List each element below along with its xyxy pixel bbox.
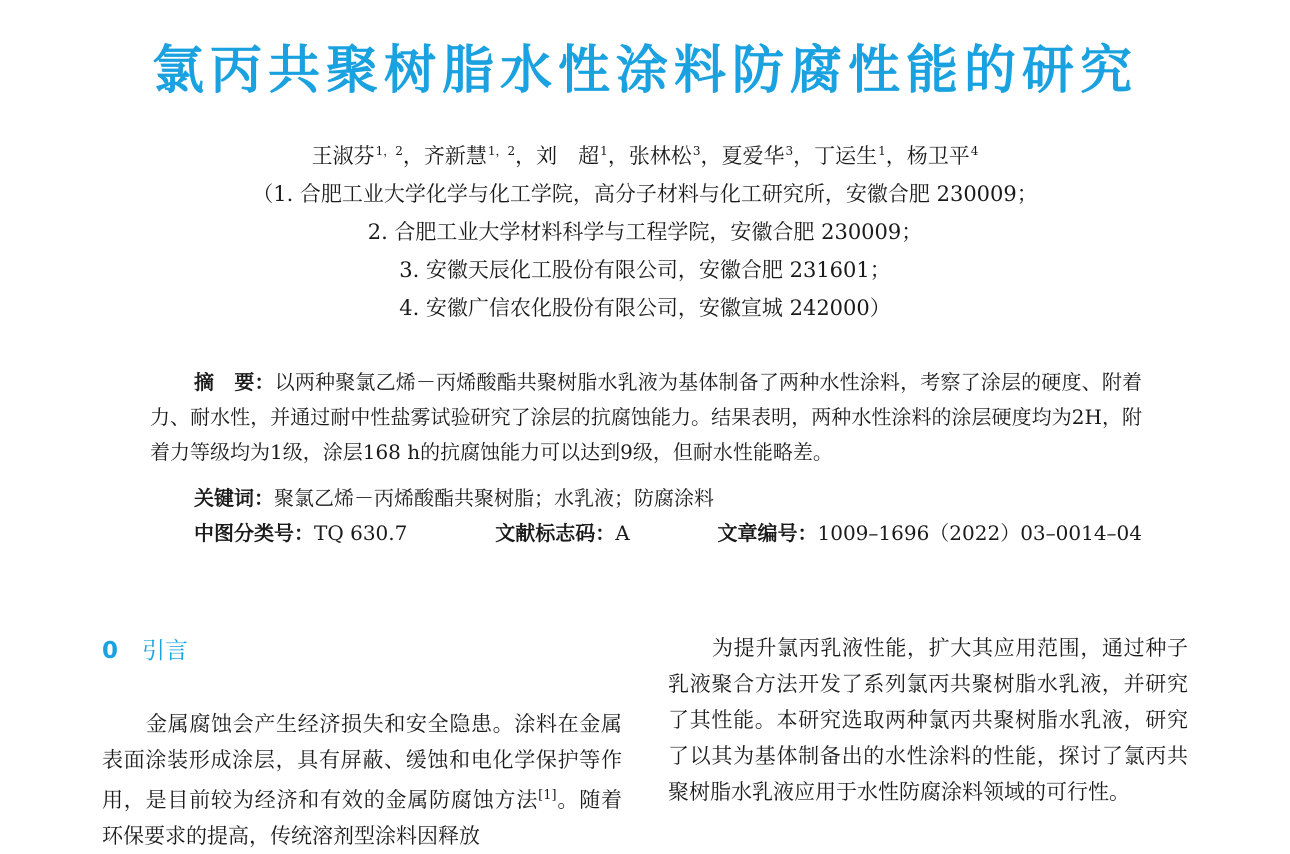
keywords-label: 关键词： xyxy=(194,486,274,510)
author: 丁运生$^1$ xyxy=(814,144,886,168)
author: 刘 超$^1$ xyxy=(536,144,608,168)
section-number: 0 xyxy=(102,638,119,664)
right-column-paragraph: 为提升氯丙乳液性能，扩大其应用范围，通过种子乳液聚合方法开发了系列氯丙共聚树脂水乳液，并研究了其性能。本研究选取两种氯丙共聚树脂水乳液，研究了以其为基体制备出的水性涂料的性能，探讨了氯丙共聚树脂水乳液应用于水性防腐涂料领域的可行性。 xyxy=(668,636,1188,804)
section-title: 引言 xyxy=(142,638,189,664)
left-column-paragraph: 金属腐蚀会产生经济损失和安全隐患。涂料在金属表面涂装形成涂层，具有屏蔽、缓蚀和电化学保护等作用，是目前较为经济和有效的金属防腐蚀方法[1]。随着环保要求的提高，传统溶剂型涂料因释放 xyxy=(102,712,623,848)
affiliation-line: 2. 合肥工业大学材料科学与工程学院，安徽合肥 230009； xyxy=(367,220,923,244)
classification-line xyxy=(150,516,1142,551)
author: 齐新慧$^{1,2}$ xyxy=(423,144,516,168)
section-heading-introduction xyxy=(102,632,188,665)
reference-citation[interactable]: [1] xyxy=(538,788,557,803)
abstract-text: 以两种聚氯乙烯－丙烯酸酯共聚树脂水乳液为基体制备了两种水性涂料，考察了涂层的硬度、附着力、耐水性，并通过耐中性盐雾试验研究了涂层的抗腐蚀能力。结果表明，两种水性涂料的涂层硬度均为2H，附着力等级均为1级，涂层168 h的抗腐蚀能力可以达到9级，但耐水性能略差。 xyxy=(150,370,1143,464)
author: 王淑芬$^{1,2}$ xyxy=(311,144,403,168)
author: 杨卫平$^4$ xyxy=(906,144,979,168)
abstract-label: 摘 要： xyxy=(194,370,275,394)
clc-code: 中图分类号：TQ 630.7 xyxy=(194,521,408,545)
author: 夏爱华$^3$ xyxy=(721,144,794,168)
keywords-text: 聚氯乙烯－丙烯酸酯共聚树脂；水乳液；防腐涂料 xyxy=(274,486,714,510)
keywords xyxy=(150,481,1142,516)
author-list: 王淑芬$^{1,2}$，齐新慧$^{1,2}$，刘 超$^1$，张林松$^3$，夏爱华$^3$，丁运生$^1$，杨卫平$^4$ xyxy=(311,144,979,168)
paper-title: 氯丙共聚树脂水性涂料防腐性能的研究 xyxy=(151,41,1138,101)
affiliation-line: 4. 安徽广信农化股份有限公司，安徽宣城 242000） xyxy=(399,296,891,320)
article-number: 文章编号：1009–1696（2022）03–0014–04 xyxy=(717,521,1142,545)
abstract xyxy=(150,365,1142,470)
affiliation-line: （1. 合肥工业大学化学与化工学院，高分子材料与化工研究所，安徽合肥 230009； xyxy=(252,182,1038,206)
author: 张林松$^3$ xyxy=(628,144,701,168)
affiliation-line: 3. 安徽天辰化工股份有限公司，安徽合肥 231601； xyxy=(399,258,891,282)
document-code: 文献标志码：A xyxy=(495,521,630,545)
